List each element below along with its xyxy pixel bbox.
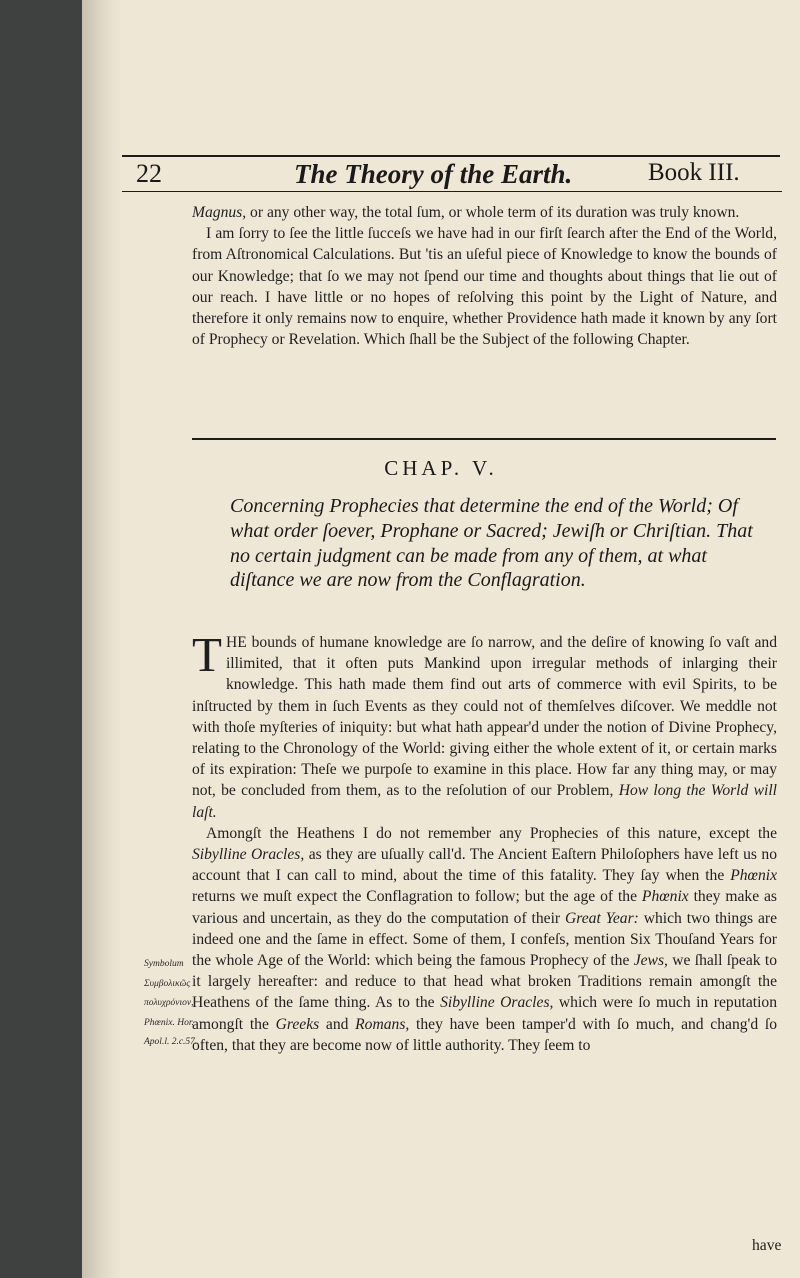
p2-text-h: and: [319, 1015, 356, 1033]
p1-italic: How long the World will laſt.: [192, 782, 777, 821]
p2-sibylline-2: Sibylline Oracles,: [440, 994, 554, 1012]
catchword: have: [752, 1237, 782, 1254]
p2-text-g: which were ſo much in reputation amongſt the: [192, 994, 778, 1033]
margin-note: [144, 955, 200, 1053]
p2-greeks: Greeks: [275, 1015, 320, 1033]
p2-text-c: returns we muſt expect the Conflagration to follow; but the age of the: [192, 888, 642, 906]
paragraph-2: [192, 823, 777, 1056]
drop-cap: T: [192, 627, 222, 682]
margin-note-line: Συμβολικῶς: [144, 978, 191, 989]
page-number: 22: [136, 159, 162, 188]
intro-lead: [192, 202, 777, 223]
body-text: [192, 627, 778, 1056]
paragraph-1: [192, 627, 777, 823]
book-page: [82, 0, 800, 1278]
section-rule: [192, 438, 776, 440]
chapter-label: CHAP. V.: [384, 456, 498, 480]
p2-text-b: as they are uſually call'd. The Ancient Eaſtern Philoſophers have left us no account that I can call to mind, about the time of this fatality. They ſay when the: [192, 846, 777, 885]
margin-note-line: Phœnix. Hor.: [144, 1017, 194, 1028]
intro-paragraph: I am ſorry to ſee the little ſucceſs we have had in our firſt ſearch after the End of the World, from Aſtronomical Calculations. But 'tis an uſeful piece of Knowledge to know the bounds of our Knowledge; that ſo we may not ſpend our time and thoughts about things that lie out of our reach. I have little or no hopes of reſolving this point by the Light of Nature, and therefore it only remains now to enquire, whether Providence hath made it known by any ſort of Prophecy or Revelation. Which ſhall be the Subject of the following Chapter.: [192, 225, 777, 349]
book-label: Book III.: [648, 159, 740, 186]
running-title: The Theory of the Earth.: [294, 159, 573, 189]
p2-text-d: they make as various and uncertain, as they do the computation of their: [192, 888, 777, 927]
intro-text: [192, 202, 777, 350]
top-rule: [122, 155, 780, 157]
gutter-shadow: [82, 0, 122, 1278]
intro-lead-italic: Magnus,: [192, 204, 247, 221]
p2-jews: Jews,: [633, 952, 668, 970]
margin-note-line: πολυχρόνιον,: [144, 998, 194, 1008]
chapter-heading: Concerning Prophecies that determine the end of the World; Of what order ſoever, Prophane or Sacred; Jewiſh or Chriſtian. That no certain judgment can be made from any of them, at what diſtance we are now from the Conflagration.: [230, 495, 753, 592]
p2-romans: Romans,: [355, 1015, 410, 1033]
p2-phoenix-1: Phœnix: [730, 867, 777, 885]
p2-text-e: which two things are indeed one and the ſame in effect. Some of them, I confeſs, mention Six Thouſand Years for the whole Age of the World: which being the famous Prophecy of the: [192, 909, 777, 970]
p2-text-i: they have been tamper'd with ſo much, and chang'd ſo often, that they are become now of little authority. They ſeem to: [192, 1015, 777, 1054]
p2-great-year: Great Year:: [564, 909, 639, 927]
p1-text: HE bounds of humane knowledge are ſo narrow, and the deſire of knowing ſo vaſt and illimited, that it often puts Mankind upon irregular methods of inlarging their knowledge. This hath made them find out arts of commerce with evil Spirits, to be inſtructed by them in ſuch Events as they could not of themſelves diſcover. We meddle not with thoſe myſteries of iniquity: but what hath appear'd under the notion of Divine Prophecy, relating to the Chronology of the World: giving either the whole extent of it, or certain marks of its expiration: Theſe we purpoſe to examine in this place. How far any thing may, or may not, be concluded from them, as to the reſolution of our Problem,: [192, 634, 777, 800]
p2-text-f: we ſhall ſpeak to it largely hereafter: and reduce to that head what broken Traditions remain amongſt the Heathens of the ſame thing. As to the: [192, 952, 777, 1012]
p2-sibylline: Sibylline Oracles,: [192, 846, 305, 864]
margin-note-line: Symbolum: [144, 959, 184, 969]
margin-note-line: Apol.l. 2.c.57.: [144, 1037, 198, 1047]
header-rule: [122, 191, 782, 192]
p2-text-a: Amongſt the Heathens I do not remember any Prophecies of this nature, except the: [206, 824, 777, 842]
p2-phoenix-2: Phœnix: [641, 888, 689, 906]
intro-lead-rest: or any other way, the total ſum, or whole term of its duration was truly known.: [246, 204, 740, 221]
